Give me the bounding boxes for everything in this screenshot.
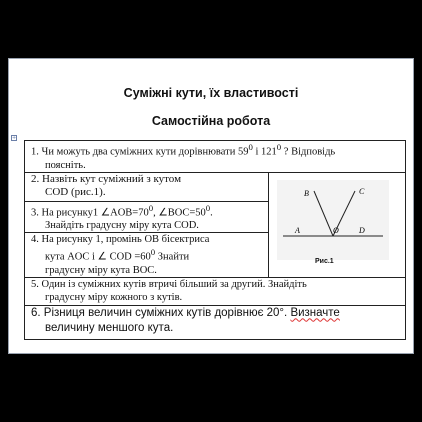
label-D: D <box>359 225 365 235</box>
worksheet <box>8 58 414 354</box>
figure-caption: Рис.1 <box>315 257 334 265</box>
figure-background <box>277 180 389 260</box>
task-2: 2. Назвіть кут суміжний з кутом COD (рис.1). <box>25 172 269 201</box>
label-O: O <box>333 225 339 235</box>
task-5: 5. Один із суміжних кутів втричі більший за другий. Знайдіть градусну міру кожного з кутів. <box>25 277 406 305</box>
task-3: 3. На рисунку1 $\angle AOB=70^0$, $\angle BOC=50^0$. Знайдіть градусну міру кута COD. <box>25 201 269 233</box>
page-subtitle: Самостійна робота <box>151 114 271 128</box>
label-B: B <box>304 188 309 198</box>
task-1: 1. Чи можуть два суміжних кути дорівнювати $59^0$ і $121^0$ ? Відповідь поясніть. <box>25 141 406 173</box>
table-row <box>25 277 406 305</box>
label-A: A <box>295 225 300 235</box>
page-title: Суміжні кути, їх властивості <box>123 86 299 100</box>
table-anchor-icon[interactable]: + <box>12 135 17 141</box>
tasks-table <box>24 140 406 340</box>
task-6: 6. Різниця величин суміжних кутів дорівнює 20°. Визначте величину меншого кута. <box>25 305 406 339</box>
table-row <box>25 172 406 201</box>
figure-cell <box>269 172 406 277</box>
table-row <box>25 141 406 173</box>
label-C: C <box>359 186 365 196</box>
table-row <box>25 305 406 339</box>
task-4: 4. На рисунку 1, промінь OB бісектриса кута AOC і ∠ COD $=60^0$ Знайти градусну міру кута BOC. <box>25 233 269 278</box>
